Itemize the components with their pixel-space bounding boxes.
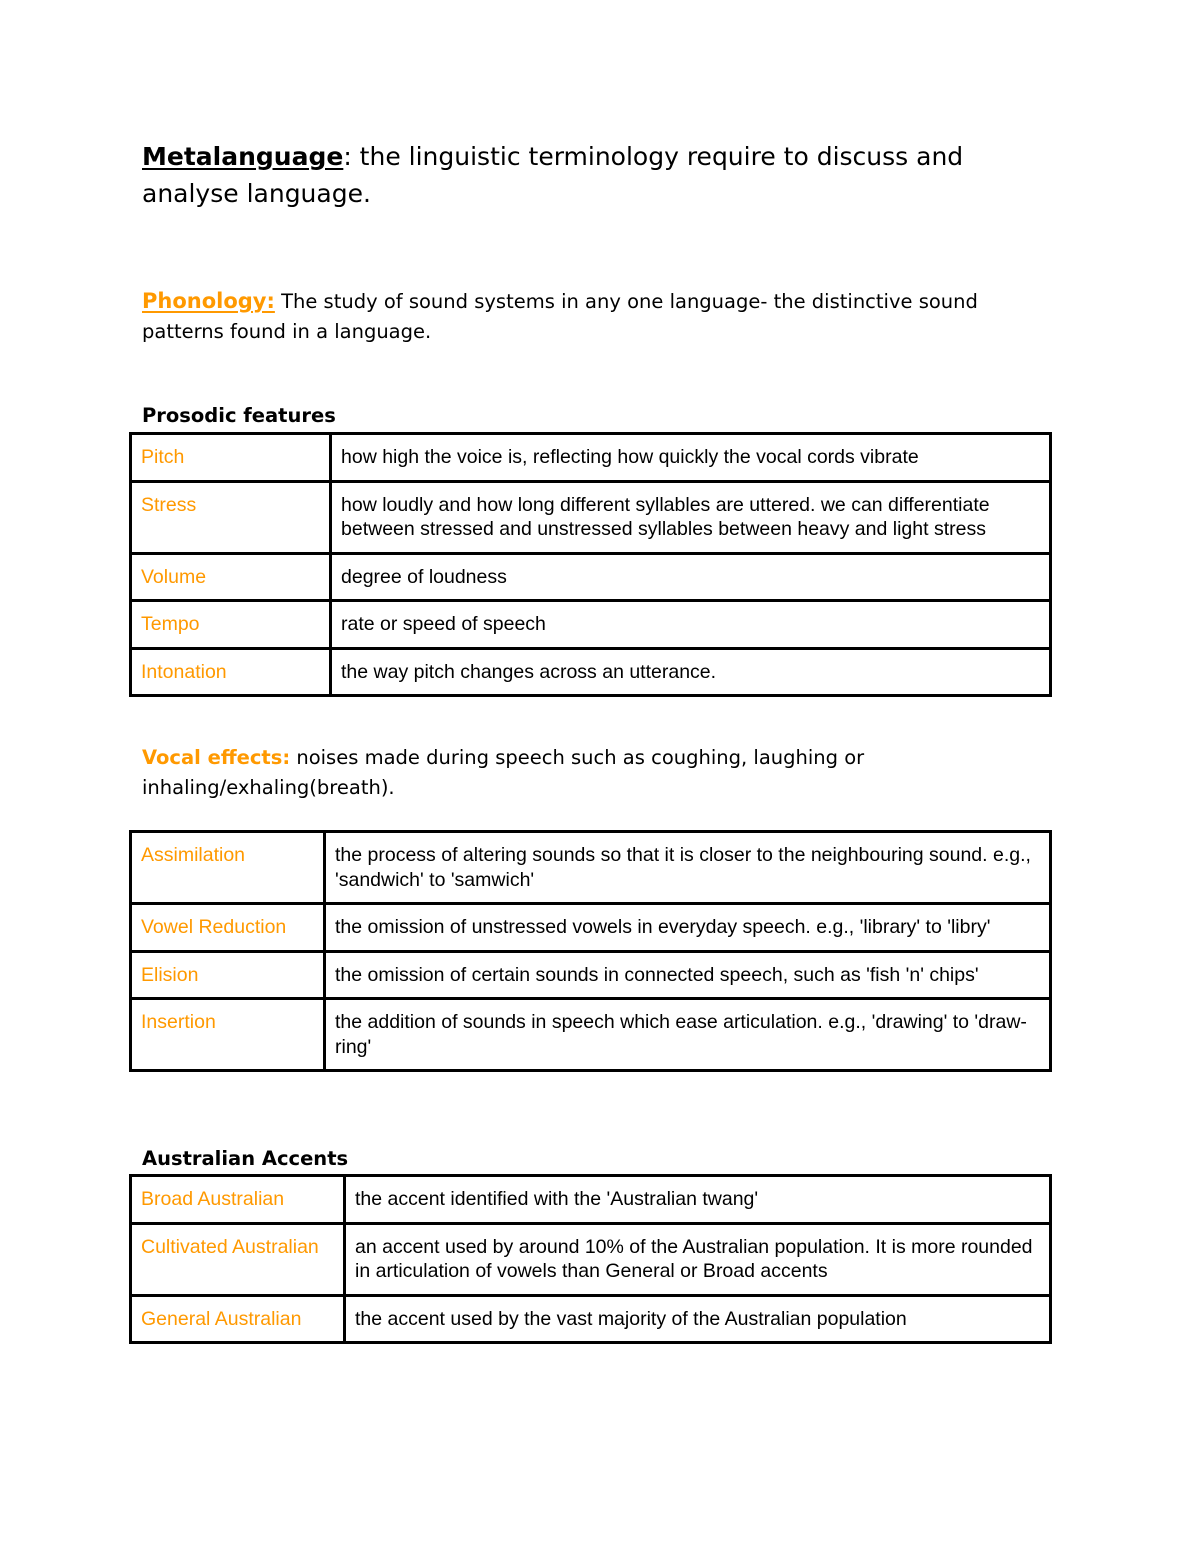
term-cell: Elision	[131, 951, 325, 999]
table-row	[131, 832, 1051, 904]
definition-cell: how high the voice is, reflecting how quickly the vocal cords vibrate	[331, 434, 1051, 482]
page-title	[142, 138, 1062, 212]
table-row	[131, 1295, 1051, 1343]
table-row	[131, 553, 1051, 601]
term-cell: Intonation	[131, 648, 331, 696]
term-cell: Cultivated Australian	[131, 1223, 345, 1295]
connected-speech-table	[129, 830, 1052, 1072]
term-cell: General Australian	[131, 1295, 345, 1343]
phonology-term: Phonology:	[142, 289, 275, 313]
table-row	[131, 481, 1051, 553]
accents-heading: Australian Accents	[142, 1147, 349, 1170]
definition-cell: the accent identified with the 'Australian twang'	[345, 1176, 1051, 1224]
table-row	[131, 904, 1051, 952]
table-row	[131, 1223, 1051, 1295]
definition-cell: the accent used by the vast majority of the Australian population	[345, 1295, 1051, 1343]
accents-table	[129, 1174, 1052, 1344]
term-cell: Insertion	[131, 999, 325, 1071]
table-row	[131, 999, 1051, 1071]
table-row	[131, 648, 1051, 696]
definition-cell: an accent used by around 10% of the Australian population. It is more rounded in articulation of vowels than General or Broad accents	[345, 1223, 1051, 1295]
prosodic-table	[129, 432, 1052, 697]
term-cell: Vowel Reduction	[131, 904, 325, 952]
table-row	[131, 601, 1051, 649]
prosodic-heading: Prosodic features	[142, 404, 336, 427]
title-definition: : the linguistic terminology require to discuss and analyse language.	[142, 142, 964, 208]
definition-cell: the addition of sounds in speech which ease articulation. e.g., 'drawing' to 'draw-ring'	[325, 999, 1051, 1071]
table-row	[131, 1176, 1051, 1224]
definition-cell: how loudly and how long different syllables are uttered. we can differentiate between stressed and unstressed syllables between heavy and light stress	[331, 481, 1051, 553]
title-term: Metalanguage	[142, 142, 344, 171]
vocal-effects-definition: noises made during speech such as coughing, laughing or inhaling/exhaling(breath).	[142, 746, 865, 799]
term-cell: Tempo	[131, 601, 331, 649]
phonology-paragraph	[142, 286, 1042, 347]
definition-cell: the omission of certain sounds in connected speech, such as 'fish 'n' chips'	[325, 951, 1051, 999]
term-cell: Stress	[131, 481, 331, 553]
term-cell: Broad Australian	[131, 1176, 345, 1224]
table-row	[131, 434, 1051, 482]
definition-cell: the way pitch changes across an utterance.	[331, 648, 1051, 696]
table-row	[131, 951, 1051, 999]
definition-cell: rate or speed of speech	[331, 601, 1051, 649]
phonology-definition: The study of sound systems in any one language- the distinctive sound patterns found in a language.	[142, 290, 978, 343]
definition-cell: the process of altering sounds so that it is closer to the neighbouring sound. e.g., 'sandwich' to 'samwich'	[325, 832, 1051, 904]
definition-cell: degree of loudness	[331, 553, 1051, 601]
vocal-effects-term: Vocal effects:	[142, 746, 291, 769]
term-cell: Volume	[131, 553, 331, 601]
vocal-effects-paragraph	[142, 743, 1042, 803]
term-cell: Assimilation	[131, 832, 325, 904]
term-cell: Pitch	[131, 434, 331, 482]
definition-cell: the omission of unstressed vowels in everyday speech. e.g., 'library' to 'libry'	[325, 904, 1051, 952]
